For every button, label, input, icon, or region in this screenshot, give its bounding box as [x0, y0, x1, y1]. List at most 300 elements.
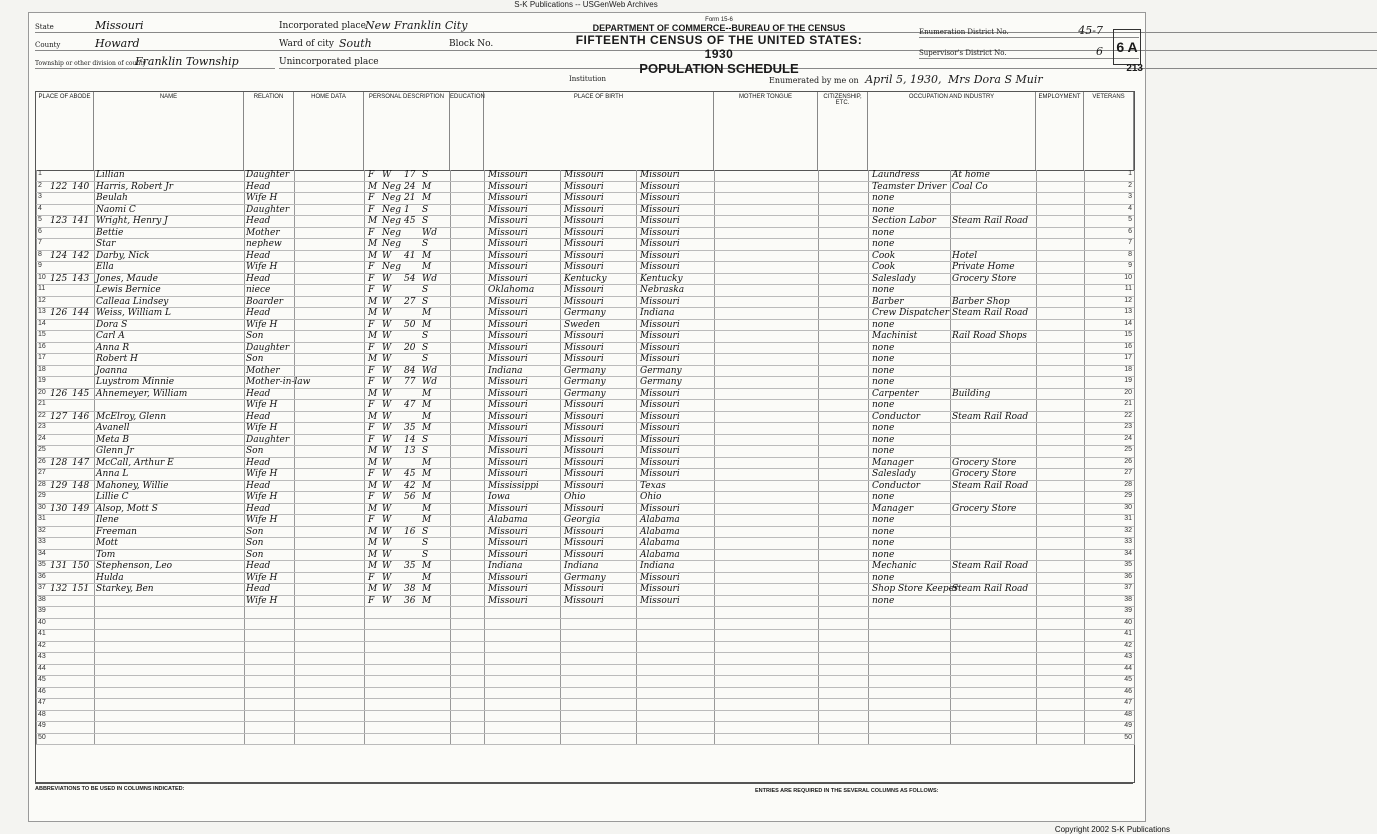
line-number-right: 21 [1124, 400, 1132, 407]
cell-fam [72, 469, 94, 480]
line-number-right: 23 [1124, 423, 1132, 430]
cell-name: Beulah [96, 193, 128, 203]
line-number: 35 [38, 561, 46, 568]
cell-occ: Teamster Driver [872, 181, 947, 192]
table-row [36, 688, 1134, 700]
cell-mar: M [422, 262, 432, 272]
line-number-right: 3 [1128, 193, 1132, 200]
cell-mbp: Missouri [640, 572, 680, 583]
cell-age [404, 308, 420, 319]
cell-ind: Grocery Store [952, 469, 1017, 479]
line-number-right: 27 [1124, 469, 1132, 476]
cell-race: W [382, 526, 392, 537]
cell-fbp: Missouri [564, 411, 604, 422]
cell-name: Mott [96, 538, 118, 548]
cell-fam: 142 [72, 250, 90, 261]
county-label: County [35, 41, 61, 49]
cell-race: W [382, 572, 392, 583]
township-label: Township or other division of county [35, 60, 147, 67]
cell-bp: Missouri [488, 273, 528, 284]
cell-name: Ilene [96, 515, 119, 525]
cell-age [404, 354, 420, 365]
cell-fbp: Germany [564, 365, 606, 376]
cell-occ: Cook [872, 250, 896, 261]
cell-fbp: Missouri [564, 181, 604, 192]
cell-fbp: Missouri [564, 296, 604, 307]
cell-bp: Missouri [488, 331, 528, 341]
cell-dw [50, 320, 72, 331]
cell-sex: F [368, 377, 375, 387]
line-number-right: 46 [1124, 687, 1132, 695]
department: DEPARTMENT OF COMMERCE--BUREAU OF THE CENSUS [592, 23, 846, 33]
cell-mar: M [422, 400, 432, 410]
cell-occ: none [872, 319, 895, 330]
cell-mbp: Missouri [640, 262, 680, 272]
col-place-of-birth: PLACE OF BIRTH [484, 92, 714, 170]
cell-name: Luystrom Minnie [96, 377, 175, 387]
table-row [36, 320, 1134, 332]
cell-occ: none [872, 538, 895, 548]
line-number-right: 4 [1128, 204, 1132, 212]
cell-race: Neg [382, 262, 401, 272]
line-number-right: 40 [1124, 618, 1132, 626]
cell-mar: Wd [422, 365, 438, 376]
abbreviations-heading: ABBREVIATIONS TO BE USED IN COLUMNS INDICATED: [35, 786, 185, 792]
line-number-right: 39 [1124, 607, 1132, 614]
cell-mar: S [422, 216, 429, 226]
line-number: 8 [38, 250, 42, 258]
cell-mbp: Missouri [640, 296, 680, 307]
cell-sex: F [368, 595, 375, 606]
line-number-right: 26 [1124, 457, 1132, 465]
cell-occ: Cook [872, 262, 896, 272]
table-row [36, 274, 1134, 286]
cell-mar: S [422, 538, 429, 548]
cell-mar: M [422, 308, 432, 318]
cell-bp: Missouri [488, 170, 528, 180]
table-row [36, 573, 1134, 585]
cell-fbp: Sweden [564, 319, 601, 330]
cell-fam [72, 492, 94, 503]
cell-mbp: Missouri [640, 595, 680, 606]
cell-bp: Missouri [488, 469, 528, 479]
cell-fam [72, 515, 94, 526]
cell-ind [952, 596, 1032, 607]
line-number-right: 45 [1124, 676, 1132, 683]
cell-dw [50, 435, 72, 446]
line-number: 2 [38, 181, 42, 189]
place-label: Incorporated place [279, 21, 366, 31]
table-row [36, 389, 1134, 401]
cell-name: Stephenson, Leo [96, 561, 173, 571]
line-number-right: 30 [1124, 503, 1132, 511]
cell-dw: 131 [50, 561, 68, 571]
cell-sex: M [368, 216, 378, 226]
line-number-right: 41 [1124, 630, 1132, 637]
line-number-right: 17 [1124, 354, 1132, 361]
table-row [36, 653, 1134, 665]
line-number-right: 38 [1124, 595, 1132, 603]
cell-rel: Son [246, 354, 264, 364]
cell-ind [952, 538, 1032, 549]
cell-name: Robert H [96, 354, 138, 364]
cell-occ: Saleslady [872, 273, 916, 284]
cell-age: 21 [404, 193, 416, 203]
cell-dw: 123 [50, 216, 68, 226]
cell-sex: F [368, 204, 375, 215]
cell-occ: none [872, 515, 895, 525]
col-veterans: VETERANS [1084, 92, 1134, 170]
line-number-right: 22 [1124, 411, 1132, 419]
cell-dw [50, 400, 72, 411]
cell-sex: M [368, 584, 378, 594]
col-occupation: OCCUPATION AND INDUSTRY [868, 92, 1036, 170]
cell-mar: M [422, 193, 432, 203]
cell-ind [952, 515, 1032, 526]
table-row [36, 228, 1134, 240]
cell-fbp: Germany [564, 388, 606, 399]
cell-dw: 132 [50, 584, 68, 594]
cell-occ: none [872, 365, 895, 376]
cell-bp: Missouri [488, 296, 528, 307]
cell-fbp: Missouri [564, 503, 604, 514]
cell-mbp: Alabama [640, 526, 680, 537]
cell-mar: S [422, 170, 429, 180]
state-label: State [35, 23, 54, 31]
cell-occ: Carpenter [872, 388, 919, 399]
table-row [36, 642, 1134, 654]
cell-rel: Head [246, 480, 271, 491]
cell-mbp: Missouri [640, 342, 680, 353]
cell-sex: F [368, 170, 375, 180]
cell-dw [50, 446, 72, 457]
cell-dw [50, 538, 72, 549]
cell-mbp: Missouri [640, 216, 680, 226]
cell-fbp: Missouri [564, 595, 604, 606]
cell-dw [50, 297, 72, 308]
cell-occ: none [872, 446, 895, 456]
cell-dw [50, 469, 72, 480]
cell-mbp: Indiana [640, 561, 675, 571]
cell-fam [72, 538, 94, 549]
cell-race: W [382, 492, 392, 502]
cell-fbp: Missouri [564, 262, 604, 272]
col-home-data: HOME DATA [294, 92, 364, 170]
cell-race: W [382, 411, 392, 422]
cell-fam [72, 320, 94, 331]
cell-mar: M [422, 423, 432, 433]
table-row [36, 722, 1134, 734]
cell-mbp: Missouri [640, 457, 680, 468]
line-number-right: 10 [1124, 273, 1132, 281]
cell-age: 77 [404, 377, 416, 387]
cell-fam: 141 [72, 216, 90, 226]
line-number: 1 [38, 170, 42, 177]
cell-name: Star [96, 239, 116, 249]
cell-rel: nephew [246, 239, 282, 249]
cell-age [404, 515, 420, 526]
cell-mbp: Missouri [640, 446, 680, 456]
cell-race: Neg [382, 204, 401, 215]
cell-bp: Missouri [488, 400, 528, 410]
cell-rel: Head [246, 308, 271, 318]
cell-race: W [382, 365, 392, 376]
cell-mbp: Missouri [640, 400, 680, 410]
cell-ind: Hotel [952, 250, 978, 261]
cell-race: W [382, 377, 392, 387]
cell-race: W [382, 446, 392, 456]
line-number-right: 37 [1124, 584, 1132, 591]
cell-ind [952, 320, 1032, 331]
line-number: 24 [38, 434, 46, 442]
cell-mbp: Missouri [640, 239, 680, 249]
line-number-right: 6 [1128, 227, 1132, 235]
table-row [36, 193, 1134, 205]
cell-fbp: Missouri [564, 526, 604, 537]
cell-occ: Manager [872, 503, 914, 514]
cell-occ: none [872, 400, 895, 410]
cell-ind [952, 193, 1032, 204]
table-row [36, 665, 1134, 677]
cell-occ: Manager [872, 457, 914, 468]
cell-sex: M [368, 250, 378, 261]
cell-occ: Section Labor [872, 216, 936, 226]
cell-bp: Missouri [488, 446, 528, 456]
line-number: 40 [38, 618, 46, 626]
cell-sex: F [368, 515, 375, 525]
cell-fam [72, 550, 94, 561]
cell-bp: Missouri [488, 319, 528, 330]
cell-fbp: Missouri [564, 400, 604, 410]
cell-occ: none [872, 572, 895, 583]
cell-race: W [382, 469, 392, 479]
cell-age: 50 [404, 319, 416, 330]
table-row [36, 504, 1134, 516]
cell-dw [50, 527, 72, 538]
line-number-right: 9 [1128, 262, 1132, 269]
cell-rel: Head [246, 411, 271, 422]
cell-age: 35 [404, 423, 416, 433]
entries-heading: ENTRIES ARE REQUIRED IN THE SEVERAL COLUMNS AS FOLLOWS: [755, 788, 939, 794]
cell-sex: M [368, 457, 378, 468]
cell-bp: Alabama [488, 515, 528, 525]
cell-rel: Mother [246, 365, 280, 376]
cell-sex: F [368, 400, 375, 410]
cell-rel: Son [246, 538, 264, 548]
cell-race: W [382, 595, 392, 606]
cell-bp: Missouri [488, 354, 528, 364]
cell-ind: Coal Co [952, 181, 988, 192]
cell-name: McCall, Arthur E [96, 457, 174, 468]
cell-mbp: Missouri [640, 204, 680, 215]
cell-bp: Missouri [488, 423, 528, 433]
table-row [36, 216, 1134, 228]
cell-sex: M [368, 296, 378, 307]
cell-fbp: Missouri [564, 549, 604, 560]
state-value: Missouri [95, 19, 144, 32]
cell-ind [952, 550, 1032, 561]
line-number-right: 36 [1124, 572, 1132, 580]
cell-ind [952, 205, 1032, 216]
cell-age [404, 538, 420, 549]
cell-mbp: Texas [640, 480, 666, 491]
line-number-right: 29 [1124, 492, 1132, 499]
cell-name: Starkey, Ben [96, 584, 154, 594]
cell-mbp: Ohio [640, 492, 662, 502]
cell-occ: none [872, 492, 895, 502]
cell-rel: Head [246, 250, 271, 261]
cell-bp: Missouri [488, 526, 528, 537]
cell-fam: 146 [72, 411, 90, 422]
cell-race: W [382, 319, 392, 330]
cell-fbp: Germany [564, 377, 606, 387]
cell-rel: Wife H [246, 423, 278, 433]
cell-fam [72, 446, 94, 457]
cell-mar: S [422, 296, 429, 307]
cell-mar: S [422, 285, 429, 295]
sheet-number: 6 A [1113, 29, 1141, 65]
cell-age: 47 [404, 400, 416, 410]
table-row [36, 515, 1134, 527]
cell-age: 13 [404, 446, 416, 456]
cell-dw [50, 343, 72, 354]
cell-sex: F [368, 572, 375, 583]
table-row [36, 412, 1134, 424]
cell-ind: Grocery Store [952, 273, 1017, 284]
table-row [36, 343, 1134, 355]
cell-fam: 150 [72, 561, 90, 571]
line-number-right: 5 [1128, 216, 1132, 223]
cell-name: Lillie C [96, 492, 129, 502]
cell-fam [72, 239, 94, 250]
cell-mar: M [422, 572, 432, 583]
line-number: 45 [38, 676, 46, 683]
cell-fbp: Germany [564, 308, 606, 318]
cell-mbp: Missouri [640, 354, 680, 364]
cell-ind [952, 366, 1032, 377]
cell-bp: Missouri [488, 572, 528, 583]
cell-mar: Wd [422, 377, 438, 387]
cell-mar: M [422, 503, 432, 514]
cell-occ: Laundress [872, 170, 920, 180]
cell-dw [50, 492, 72, 503]
line-number-right: 42 [1124, 641, 1132, 649]
line-number: 49 [38, 722, 46, 729]
cell-ind [952, 527, 1032, 538]
cell-name: Alsop, Mott S [96, 503, 158, 514]
col-name: NAME [94, 92, 244, 170]
cell-dw [50, 331, 72, 342]
col-education: EDUCATION [450, 92, 484, 170]
census-sheet [28, 12, 1146, 822]
cell-race: W [382, 354, 392, 364]
line-number: 10 [38, 273, 46, 281]
cell-dw [50, 285, 72, 296]
cell-name: Bettie [96, 227, 124, 238]
line-number: 32 [38, 526, 46, 534]
cell-sex: M [368, 446, 378, 456]
cell-sex: M [368, 526, 378, 537]
cell-dw [50, 193, 72, 204]
cell-ind [952, 239, 1032, 250]
cell-sex: F [368, 262, 375, 272]
cell-race: W [382, 285, 392, 295]
cell-name: Carl A [96, 331, 125, 341]
cell-race: W [382, 503, 392, 514]
cell-occ: none [872, 423, 895, 433]
line-number-right: 15 [1124, 331, 1132, 338]
cell-ind: Steam Rail Road [952, 308, 1029, 318]
cell-ind [952, 446, 1032, 457]
cell-race: Neg [382, 239, 401, 249]
cell-mbp: Missouri [640, 227, 680, 238]
cell-name: Joanna [96, 365, 128, 376]
cell-rel: Daughter [246, 342, 290, 353]
form-number: Form 15-6 [705, 17, 733, 23]
table-row [36, 469, 1134, 481]
cell-dw [50, 170, 72, 181]
cell-sex: M [368, 354, 378, 364]
cell-mar: M [422, 181, 432, 192]
table-row [36, 423, 1134, 435]
cell-mbp: Missouri [640, 319, 680, 330]
cell-ind: Barber Shop [952, 296, 1010, 307]
cell-mar: M [422, 319, 432, 330]
cell-occ: none [872, 193, 895, 203]
cell-dw [50, 262, 72, 273]
line-number: 21 [38, 400, 46, 407]
line-number: 4 [38, 204, 42, 212]
cell-fam [72, 170, 94, 181]
line-number-right: 16 [1124, 342, 1132, 350]
cell-bp: Missouri [488, 308, 528, 318]
cell-race: W [382, 538, 392, 548]
block-label: Block No. [449, 39, 494, 49]
cell-fam [72, 262, 94, 273]
cell-mbp: Germany [640, 365, 682, 376]
table-row [36, 492, 1134, 504]
cell-ind: Steam Rail Road [952, 480, 1029, 491]
cell-dw: 130 [50, 503, 68, 514]
cell-fbp: Missouri [564, 423, 604, 433]
cell-dw [50, 205, 72, 216]
uninc-label: Unincorporated place [279, 57, 379, 67]
table-row [36, 584, 1134, 596]
header-middle [279, 19, 549, 73]
cell-rel: Head [246, 561, 271, 571]
line-number: 46 [38, 687, 46, 695]
header-right [919, 21, 1139, 63]
cell-age: 24 [404, 181, 416, 192]
cell-fbp: Ohio [564, 492, 586, 502]
cell-rel: Wife H [246, 193, 278, 203]
line-number: 26 [38, 457, 46, 465]
cell-mbp: Nebraska [640, 285, 685, 295]
line-number-right: 48 [1124, 710, 1132, 718]
cell-occ: Barber [872, 296, 904, 307]
cell-name: Jones, Maude [96, 273, 158, 284]
cell-mbp: Missouri [640, 503, 680, 514]
cell-dw [50, 423, 72, 434]
cell-sex: M [368, 388, 378, 399]
line-number: 25 [38, 446, 46, 453]
table-row [36, 182, 1134, 194]
cell-fbp: Missouri [564, 434, 604, 445]
cell-race: W [382, 549, 392, 560]
cell-sex: M [368, 561, 378, 571]
cell-fbp: Kentucky [564, 273, 607, 284]
cell-mbp: Alabama [640, 515, 680, 525]
